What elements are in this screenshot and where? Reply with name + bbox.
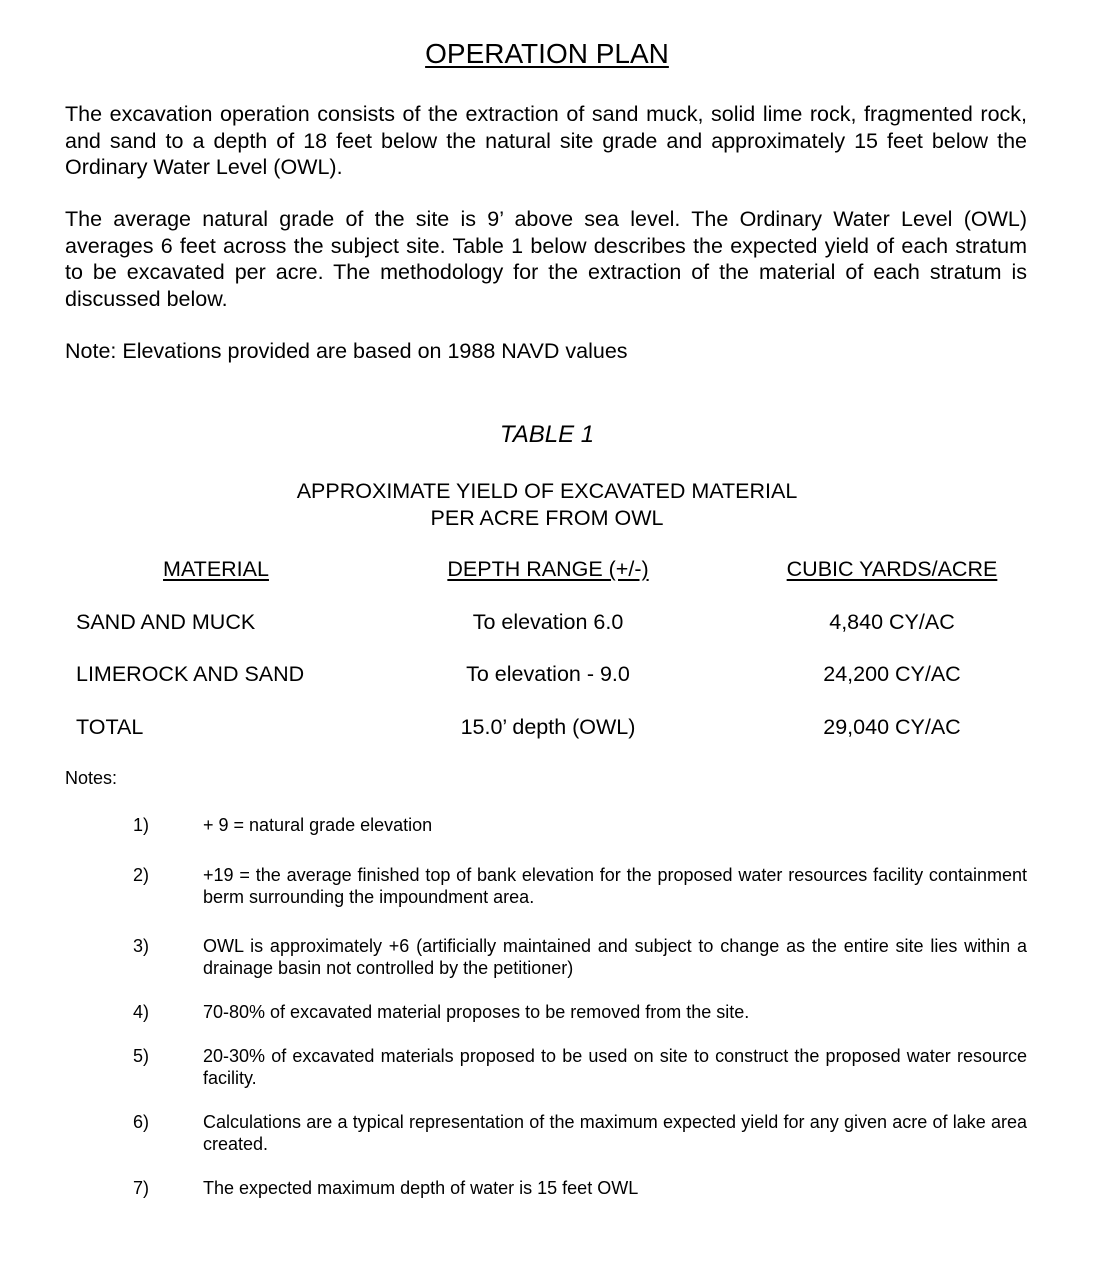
note-number: 3) (133, 936, 150, 956)
table-row-total (0, 715, 1118, 745)
grade-paragraph: The average natural grade of the site is 9’ above sea level. The Ordinary Water Level (OWL) averages 6 feet across the subject site. Table 1 below describes the expected yield of each stratum to be excavated per acre. The methodology for the extraction of the material of each stratum is discussed below. (65, 207, 1027, 311)
depth-cell: To elevation 6.0 (472, 610, 624, 634)
column-header-cubic-yards: CUBIC YARDS/ACRE (786, 557, 998, 581)
table-row (0, 610, 1118, 640)
intro-paragraph: The excavation operation consists of the extraction of sand muck, solid lime rock, fragmented rock, and sand to a depth of 18 feet below the natural site grade and approximately 15 feet below the Ordinary Water Level (OWL). (65, 102, 1027, 179)
cubic-yards-cell: 29,040 CY/AC (823, 715, 961, 739)
elevation-note: Note: Elevations provided are based on 1988 NAVD values (65, 339, 628, 363)
note-text: The expected maximum depth of water is 15 feet OWL (203, 1178, 639, 1198)
page-title: OPERATION PLAN (425, 38, 669, 69)
table-title: TABLE 1 (499, 421, 595, 448)
cubic-yards-cell: 4,840 CY/AC (829, 610, 955, 634)
column-header-material: MATERIAL (163, 557, 269, 581)
table-subtitle (0, 478, 1094, 532)
depth-cell: To elevation - 9.0 (466, 662, 630, 686)
note-number: 6) (133, 1112, 150, 1132)
table-subtitle-line-1: APPROXIMATE YIELD OF EXCAVATED MATERIAL (296, 479, 798, 503)
material-cell: LIMEROCK AND SAND (76, 662, 305, 686)
note-number: 4) (133, 1002, 150, 1022)
notes-label: Notes: (65, 768, 118, 788)
note-text: Calculations are a typical representation of the maximum expected yield for any given acre of lake area created. (203, 1112, 1027, 1154)
note-number: 2) (133, 865, 150, 885)
cubic-yards-cell: 24,200 CY/AC (823, 662, 961, 686)
note-number: 7) (133, 1178, 150, 1198)
note-number: 5) (133, 1046, 150, 1066)
column-header-depth-range: DEPTH RANGE (+/-) (447, 557, 649, 581)
depth-cell: 15.0’ depth (OWL) (460, 715, 636, 739)
note-text: 20-30% of excavated materials proposed to be used on site to construct the proposed water resource facility. (203, 1046, 1027, 1088)
note-text: + 9 = natural grade elevation (203, 815, 433, 835)
material-cell: SAND AND MUCK (76, 610, 256, 634)
table-subtitle-line-2: PER ACRE FROM OWL (430, 506, 664, 530)
note-text: OWL is approximately +6 (artificially maintained and subject to change as the entire site lies within a drainage basin not controlled by the petitioner) (203, 936, 1027, 978)
note-number: 1) (133, 815, 150, 835)
note-text: 70-80% of excavated material proposes to be removed from the site. (203, 1002, 750, 1022)
material-cell: TOTAL (76, 715, 144, 739)
table-row (0, 662, 1118, 692)
note-text: +19 = the average finished top of bank elevation for the proposed water resources facility containment berm surrounding the impoundment area. (203, 865, 1027, 907)
